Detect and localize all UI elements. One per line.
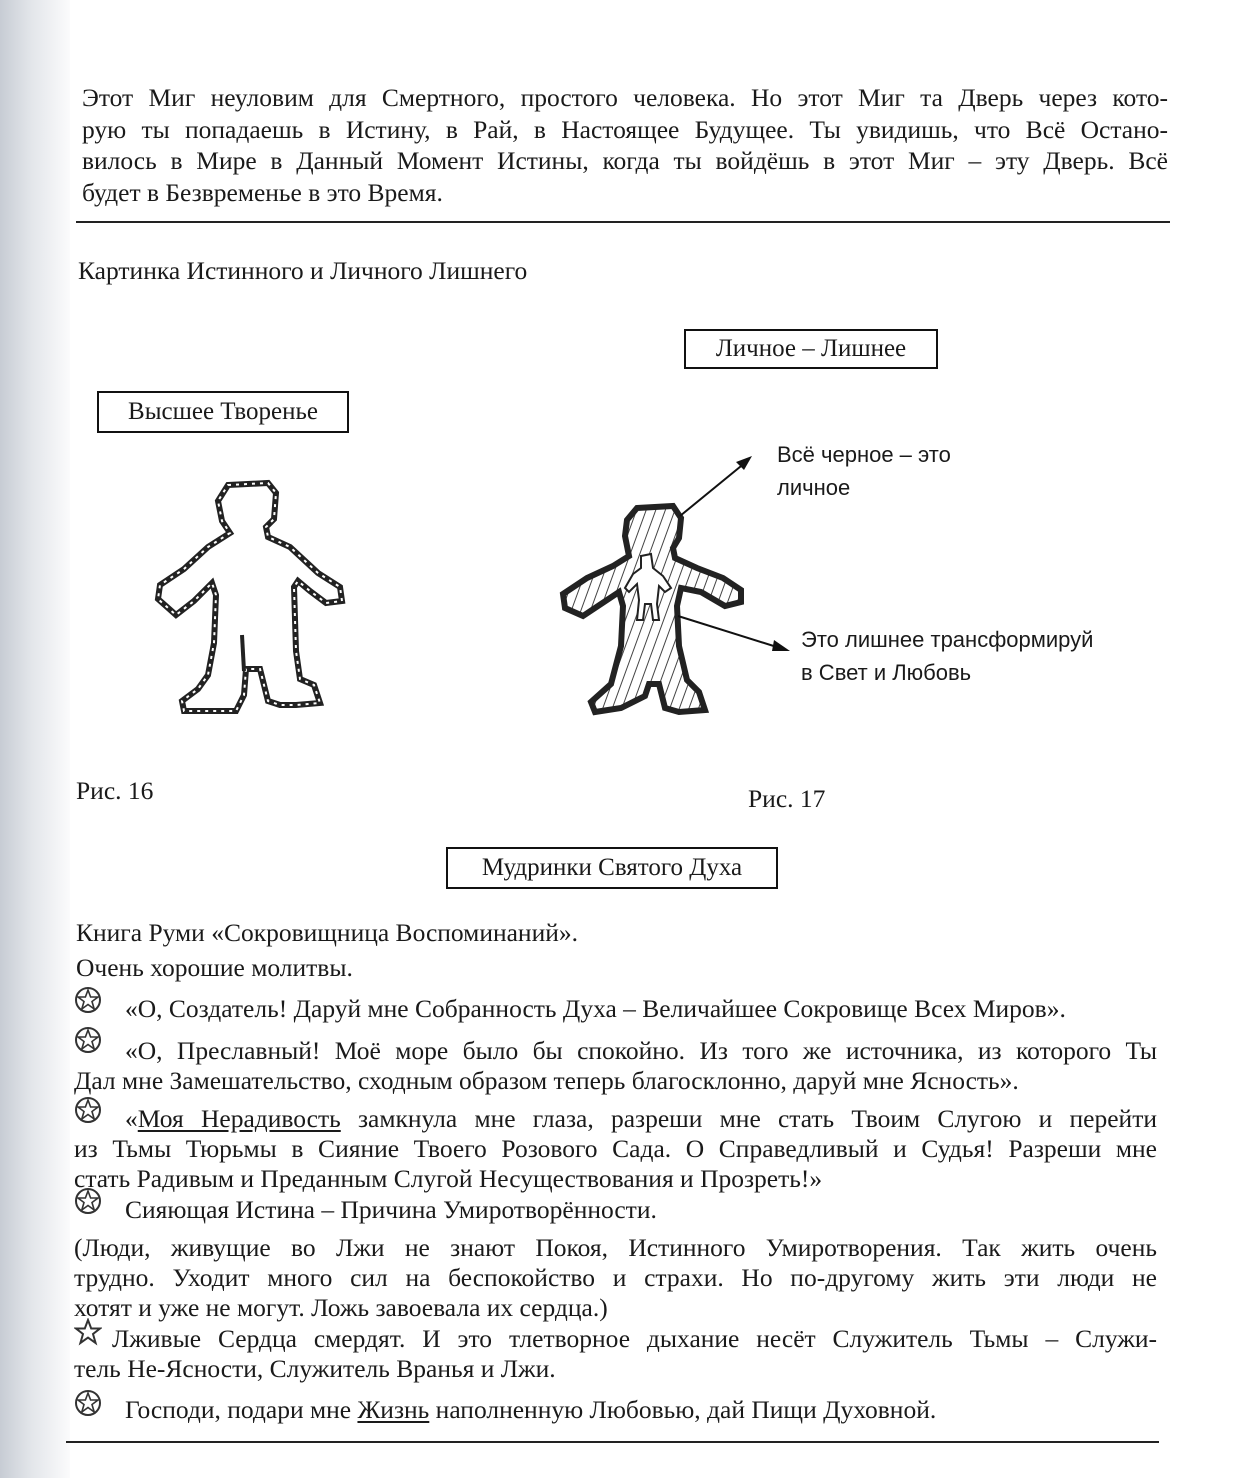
- prayer-7-text: наполненную Любовью, дай Пищи Духовной.: [429, 1395, 937, 1424]
- underlined-word: Жизнь: [357, 1395, 430, 1424]
- intro-paragraph: [82, 82, 1168, 208]
- prayer-2: [74, 1036, 1157, 1096]
- note-line: Это лишнее трансформируй: [801, 627, 1094, 652]
- star-circle-icon: [74, 986, 102, 1014]
- book-line: Книга Руми «Сокровищница Воспоминаний».: [76, 918, 578, 947]
- underlined-phrase: Моя Нерадивость: [137, 1104, 341, 1133]
- people-line: хотят и уже не могут. Ложь завоевала их сердца.): [74, 1293, 608, 1322]
- intro-line-prayers: Очень хорошие молитвы.: [76, 953, 353, 982]
- note-line: Всё черное – это: [777, 442, 951, 467]
- people-paragraph: [74, 1233, 1157, 1323]
- figure17-note-transform: [801, 623, 1093, 689]
- divider-bottom: [66, 1441, 1159, 1443]
- figure16-label-box: Высшее Творенье: [97, 391, 349, 433]
- false-hearts-paragraph: [74, 1324, 1157, 1384]
- note-line: личное: [777, 475, 851, 500]
- prayer-2-line: Дал мне Замешательство, сходным образом теперь благосклонно, даруй мне Ясность».: [74, 1066, 1019, 1095]
- intro-line: вилось в Мире в Данный Момент Истины, когда ты войдёшь в этот Миг – эту Дверь. Всё: [82, 146, 1168, 175]
- star-circle-icon: [74, 1389, 102, 1417]
- prayer-3-line: [74, 1104, 1157, 1134]
- arrow-head-icon: [772, 640, 790, 651]
- false-hearts-line: Лживые Сердца смердят. И это тлетворное дыхание несёт Служитель Тьмы – Служи-: [112, 1324, 1157, 1353]
- intro-line: рую ты попадаешь в Истину, в Рай, в Настоящее Будущее. Ты увидишь, что Всё Остано-: [82, 114, 1168, 144]
- prayer-4: Сияющая Истина – Причина Умиротворённости.: [125, 1195, 657, 1224]
- scan-edge-shadow: [0, 0, 70, 1478]
- divider-top: [76, 221, 1170, 223]
- section-title: Картинка Истинного и Личного Лишнего: [78, 256, 528, 285]
- people-line: (Люди, живущие во Лжи не знают Покоя, Истинного Умиротворения. Так жить очень: [74, 1233, 1157, 1262]
- prayer-7-text: Господи, подари мне: [125, 1395, 358, 1424]
- figure17-caption: Рис. 17: [748, 784, 826, 813]
- figure16-caption: Рис. 16: [76, 776, 154, 805]
- people-line: трудно. Уходит много сил на беспокойство и страхи. Но по-другому жить эти люди не: [74, 1263, 1157, 1292]
- prayer-2-line: «О, Преславный! Моё море было бы спокойно. Из того же источника, из которого Ты: [125, 1036, 1157, 1065]
- figure17-note-personal: [777, 438, 951, 504]
- false-hearts-line: тель Не-Ясности, Служитель Вранья и Лжи.: [74, 1354, 556, 1383]
- prayer-3: [74, 1104, 1157, 1194]
- intro-line: Этот Миг неуловим для Смертного, простого человека. Но этот Миг та Дверь через кото-: [82, 83, 1168, 112]
- figure16-person-outline: [150, 475, 350, 720]
- wisdom-heading-box: Мудринки Святого Духа: [446, 847, 778, 889]
- quote-mark: «: [125, 1104, 138, 1133]
- prayer-3-line: из Тьмы Тюрьмы в Сияние Твоего Розового Сада. О Справедливый и Судья! Разреши мне: [74, 1134, 1157, 1163]
- prayer-1: «О, Создатель! Даруй мне Собранность Духа – Величайшее Сокровище Всех Миров».: [125, 994, 1066, 1023]
- prayer-3-line: стать Радивым и Преданным Слугой Несуществования и Прозреть!»: [74, 1164, 823, 1193]
- intro-line: будет в Безвременье в это Время.: [82, 177, 443, 207]
- prayer-7: [125, 1395, 936, 1425]
- prayer-3-text: замкнула мне глаза, разреши мне стать Твоим Слугою и перейти: [340, 1104, 1157, 1133]
- note-line: в Свет и Любовь: [801, 660, 972, 685]
- figure17-label-box: Личное – Лишнее: [684, 329, 938, 369]
